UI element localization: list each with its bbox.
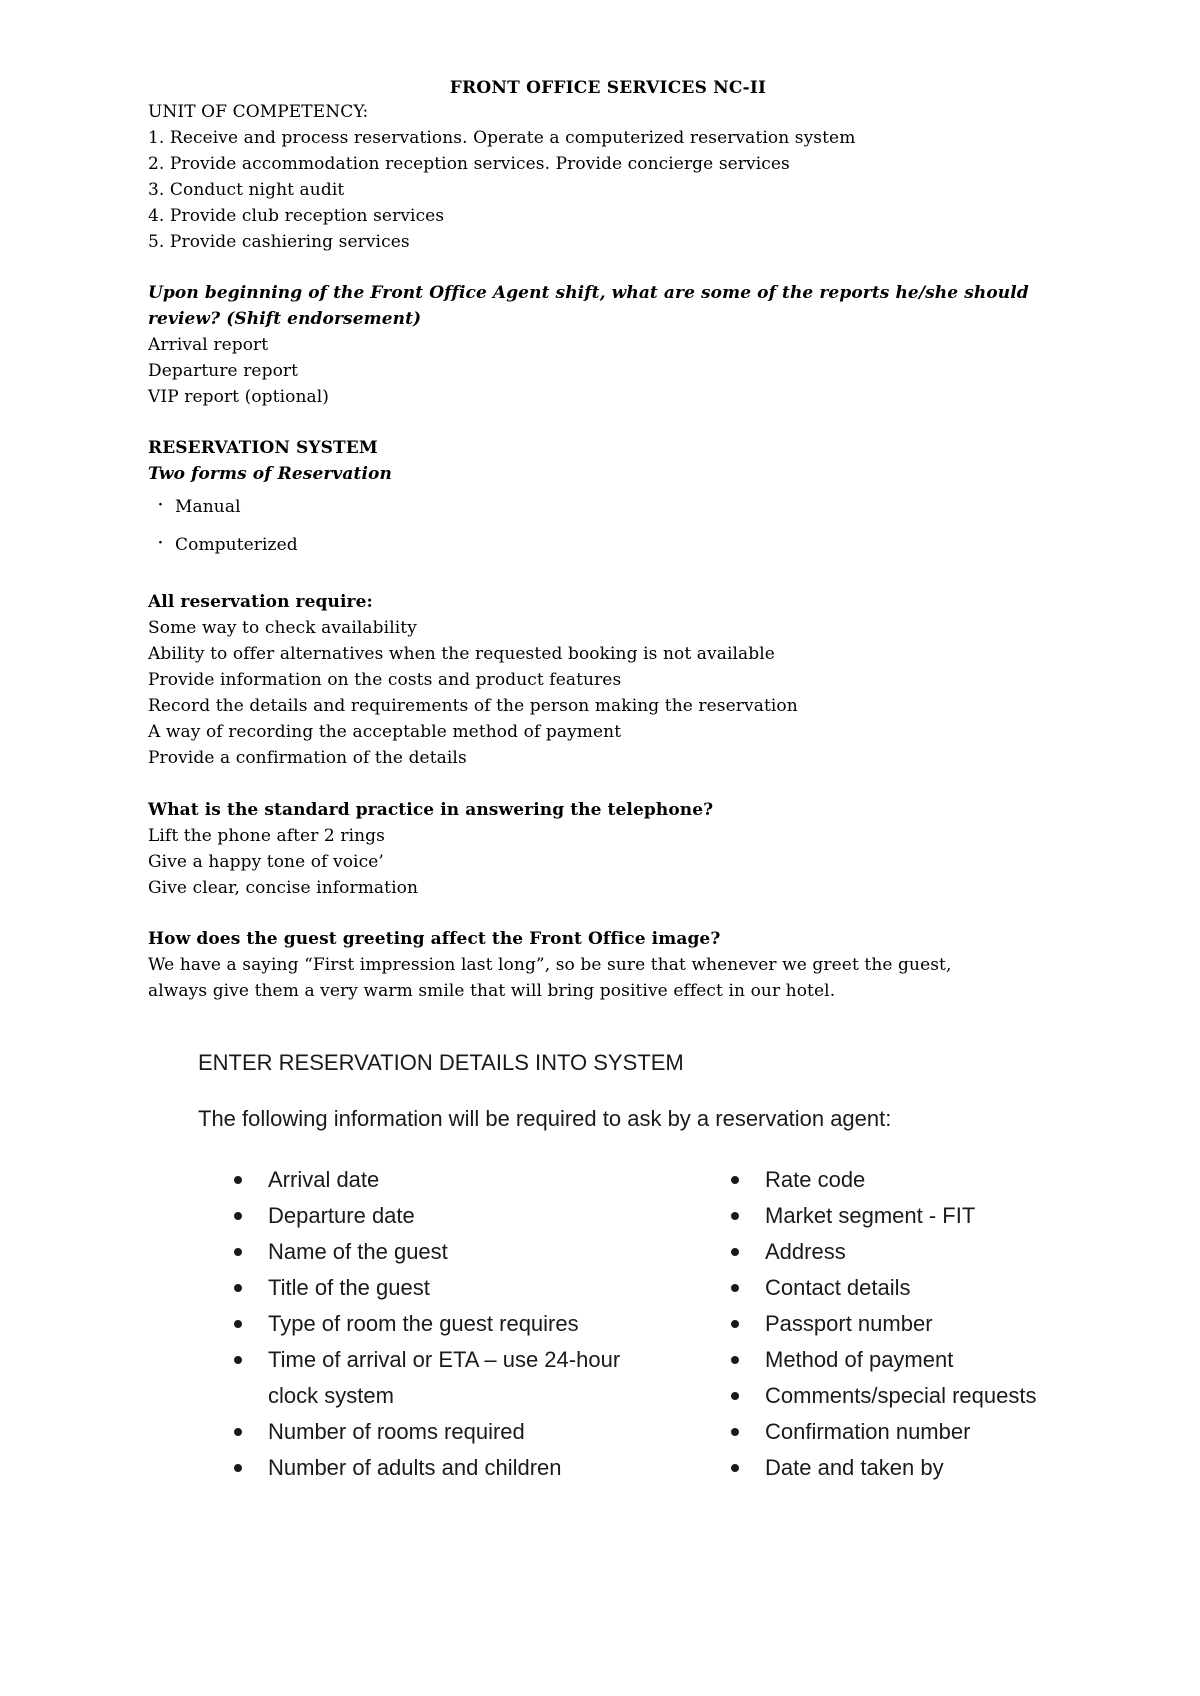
shift-answer-1: Arrival report [148, 335, 269, 355]
bullet-icon [234, 1212, 242, 1220]
bullet-icon [731, 1284, 739, 1292]
bullet-icon [234, 1320, 242, 1328]
unit-item-2: 2. Provide accommodation reception services. Provide concierge services [148, 154, 790, 174]
bullet-icon [731, 1248, 739, 1256]
bullet-icon [234, 1248, 242, 1256]
bullet-icon [234, 1356, 242, 1364]
list-item: Name of the guest [234, 1234, 654, 1270]
list-item: Market segment - FIT [731, 1198, 1151, 1234]
shift-answer-3: VIP report (optional) [148, 387, 330, 407]
bullet-icon [731, 1320, 739, 1328]
requirements-heading: All reservation require: [148, 592, 373, 612]
bullet-icon [234, 1464, 242, 1472]
unit-item-3: 3. Conduct night audit [148, 180, 345, 200]
bullet-icon [731, 1212, 739, 1220]
bullet-icon: · [158, 535, 163, 551]
list-item: Departure date [234, 1198, 654, 1234]
reservation-form-manual: Manual [175, 497, 241, 517]
list-item: Date and taken by [731, 1450, 1151, 1486]
telephone-question: What is the standard practice in answering the telephone? [148, 800, 714, 820]
telephone-answer-3: Give clear, concise information [148, 878, 419, 898]
bullet-icon [731, 1392, 739, 1400]
list-item: Address [731, 1234, 1151, 1270]
telephone-answer-2: Give a happy tone of voice’ [148, 852, 384, 872]
list-item: Number of adults and children [234, 1450, 654, 1486]
reservation-system-heading: RESERVATION SYSTEM [148, 438, 378, 458]
shift-question-line-1: Upon beginning of the Front Office Agent shift, what are some of the reports he/she should [148, 283, 1029, 303]
list-item: Time of arrival or ETA – use 24-hour clock system [234, 1342, 654, 1414]
reservation-form-computerized: Computerized [175, 535, 298, 555]
greeting-answer-line-1: We have a saying “First impression last long”, so be sure that whenever we greet the guest, [148, 955, 952, 975]
bullet-icon [731, 1176, 739, 1184]
details-list-right [731, 1162, 1151, 1486]
page-title: FRONT OFFICE SERVICES NC-II [449, 78, 767, 98]
list-item: Passport number [731, 1306, 1151, 1342]
greeting-answer-line-2: always give them a very warm smile that will bring positive effect in our hotel. [148, 981, 836, 1001]
greeting-question: How does the guest greeting affect the Front Office image? [148, 929, 721, 949]
requirement-item: Provide information on the costs and product features [148, 670, 622, 690]
list-item: Type of room the guest requires [234, 1306, 654, 1342]
bullet-icon: · [158, 497, 163, 513]
list-item: Arrival date [234, 1162, 654, 1198]
unit-heading: UNIT OF COMPETENCY: [148, 102, 369, 122]
shift-question-line-2: review? (Shift endorsement) [148, 309, 422, 329]
unit-item-1: 1. Receive and process reservations. Operate a computerized reservation system [148, 128, 856, 148]
bullet-icon [234, 1428, 242, 1436]
details-list-left [234, 1162, 654, 1486]
list-item: Rate code [731, 1162, 1151, 1198]
requirement-item: Some way to check availability [148, 618, 417, 638]
list-item: Comments/special requests [731, 1378, 1151, 1414]
bullet-icon [234, 1176, 242, 1184]
list-item: Number of rooms required [234, 1414, 654, 1450]
requirement-item: Ability to offer alternatives when the requested booking is not available [148, 644, 775, 664]
list-item: Title of the guest [234, 1270, 654, 1306]
list-item: Confirmation number [731, 1414, 1151, 1450]
bullet-icon [731, 1356, 739, 1364]
reservation-forms-subheading: Two forms of Reservation [148, 464, 392, 484]
unit-item-4: 4. Provide club reception services [148, 206, 445, 226]
bullet-icon [731, 1464, 739, 1472]
requirement-item: Record the details and requirements of the person making the reservation [148, 696, 798, 716]
enter-details-intro: The following information will be required to ask by a reservation agent: [198, 1106, 892, 1131]
list-item: Contact details [731, 1270, 1151, 1306]
enter-details-heading: ENTER RESERVATION DETAILS INTO SYSTEM [198, 1050, 684, 1075]
bullet-icon [234, 1284, 242, 1292]
requirement-item: A way of recording the acceptable method of payment [148, 722, 622, 742]
requirement-item: Provide a confirmation of the details [148, 748, 467, 768]
telephone-answer-1: Lift the phone after 2 rings [148, 826, 385, 846]
list-item: Method of payment [731, 1342, 1151, 1378]
bullet-icon [731, 1428, 739, 1436]
shift-answer-2: Departure report [148, 361, 299, 381]
unit-item-5: 5. Provide cashiering services [148, 232, 410, 252]
